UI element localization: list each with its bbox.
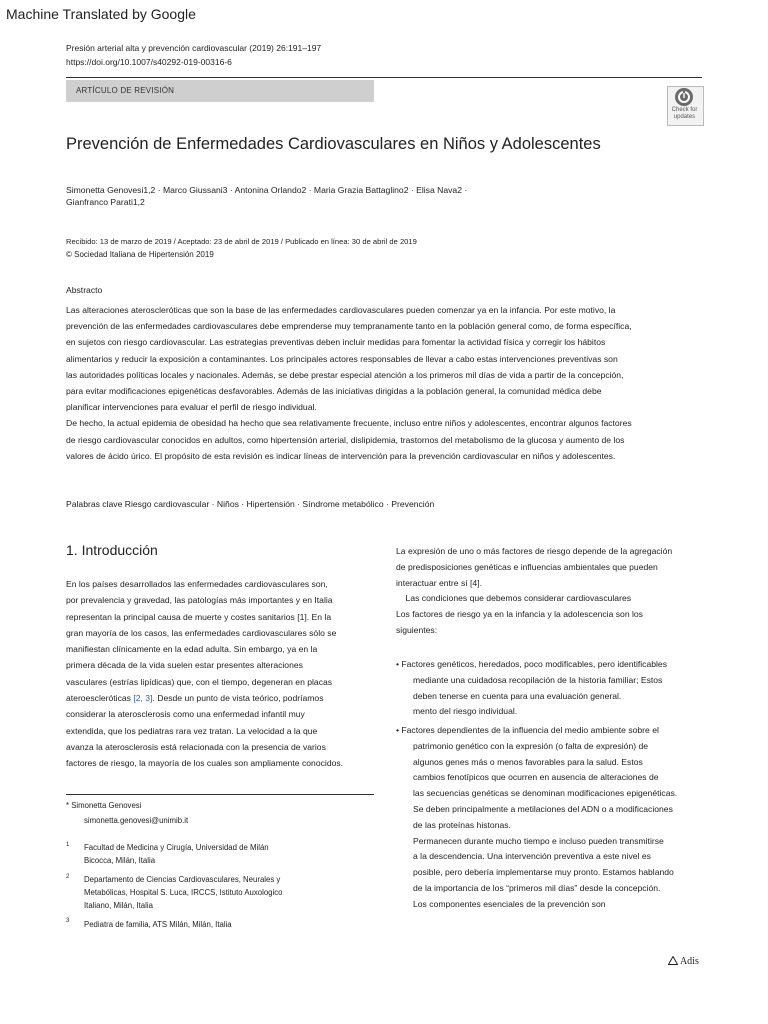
adis-triangle-icon — [668, 956, 680, 967]
bullet-line: posible, pero debería implementarse muy pronto. Estamos hablando — [413, 867, 674, 878]
intro-line: extendida, que los pediatras rara vez tratan. La velocidad a la que — [66, 725, 318, 736]
abstract-heading: Abstracto — [66, 285, 103, 295]
affiliation-line: Departamento de Ciencias Cardiovasculares, Neurales y — [84, 875, 281, 884]
bullet-environmental-factors — [396, 723, 677, 913]
intro-line: representan la principal causa de muerte y costes sanitarios [1]. En la — [66, 611, 332, 622]
affiliation-line: Bicocca, Milán, Italia — [84, 856, 156, 865]
affiliation-line: Metabólicas, Hospital S. Luca, IRCCS, Istituto Auxologico — [84, 888, 283, 897]
abstract-line: las autoridades políticas locales y nacionales. Además, se debe prestar especial atención a los primeros mil días de vida a partir de la concepción, — [66, 369, 624, 380]
badge-line-1: Check for — [671, 107, 698, 113]
bullet-line: • Factores genéticos, heredados, poco modificables, pero identificables — [396, 659, 668, 669]
bullet-line: patrimonio genético con la expresión (o falta de expresión) de — [413, 740, 649, 751]
affiliation-2 — [84, 873, 282, 912]
corresponding-author: * Simonetta Genovesi — [66, 801, 142, 810]
banner-title: Machine Translated by Google — [6, 6, 196, 22]
header-rule — [66, 77, 702, 78]
bullet-line: de la importancia de los “primeros mil días” desde la concepción. — [413, 882, 661, 893]
footnote-number — [66, 915, 69, 928]
section-heading-introduction: 1. Introducción — [66, 542, 158, 558]
author-list — [66, 184, 536, 208]
journal-citation: Presión arterial alta y prevención cardiovascular (2019) 26:191–197 — [66, 43, 322, 53]
bullet-line: a la descendencia. Una intervención preventiva a este nivel es — [413, 851, 651, 862]
body-line: Los factores de riesgo ya en la infancia y la adolescencia son los — [396, 609, 643, 620]
intro-text: ateroescleróticas — [66, 693, 134, 704]
bullet-line: cambios fenotípicos que ocurren en ausencia de alteraciones de — [413, 772, 659, 783]
paper-title: Prevención de Enfermedades Cardiovasculares en Niños y Adolescentes — [66, 135, 601, 153]
authors-line-2: Gianfranco Parati1,2 — [66, 197, 145, 207]
citation-link[interactable]: [2, 3] — [133, 693, 153, 704]
bullet-line: las secuencias genéticas se denominan modificaciones epigenéticas. — [413, 788, 678, 799]
intro-line: vasculares (estrías lipídicas) que, con el tiempo, degeneran en placas — [66, 676, 333, 687]
intro-paragraph — [66, 576, 386, 772]
footnote-marker: 1 — [66, 842, 70, 848]
translation-banner — [0, 0, 768, 28]
abstract-line: planificar intervenciones para evaluar el perfil de riesgo individual. — [66, 402, 317, 413]
authors-line-1: Simonetta Genovesi1,2 · Marco Giussani3 · Antonina Orlando2 · Maria Grazia Battaglino2 · Elisa Nava2 · — [66, 185, 468, 195]
badge-line-2: updates — [673, 114, 696, 120]
abstract-line: en sujetos con riesgo cardiovascular. Las estrategias preventivas deben incluir medidas para fomentar la actividad física y corregir los hábitos — [66, 337, 606, 348]
abstract-line: alimentarios y reducir la exposición a contaminantes. Los principales actores responsables de llevar a cabo estas intervenciones preventivas son — [66, 353, 618, 364]
affiliation-line: Italiano, Milán, Italia — [84, 901, 153, 910]
intro-line: primera década de la vida suelen estar presentes alteraciones — [66, 660, 303, 671]
abstract-line: Las alteraciones ateroscleróticas que son la base de las enfermedades cardiovasculares pueden comenzar ya en la infancia. Por este motivo, la — [66, 305, 616, 315]
body-line: siguientes: — [396, 624, 438, 635]
bullet-line: de las proteínas histonas. — [413, 819, 511, 830]
body-line: de predisposiciones genéticas e influencias ambientales que pueden — [396, 561, 658, 572]
intro-line: avanza la aterosclerosis está relacionada con la presencia de varios — [66, 741, 326, 752]
right-paragraph-1 — [396, 544, 672, 639]
publisher-name: Adis — [679, 956, 699, 967]
intro-line: gran mayoría de los casos, las enfermedades cardiovasculares sólo se — [66, 627, 337, 638]
footnote-marker: 2 — [66, 874, 70, 880]
bullet-line: Los componentes esenciales de la prevención son — [413, 898, 606, 909]
footnote-marker: 3 — [66, 918, 70, 924]
affiliation-1 — [84, 841, 269, 867]
abstract-line: para evitar modificaciones epigenéticas desfavorables. Además de las iniciativas dirigidas a la población general, la comunidad médica debe — [66, 386, 602, 397]
bullet-genetic-factors — [396, 657, 667, 720]
keywords: Palabras clave Riesgo cardiovascular · Niños · Hipertensión · Síndrome metabólico · Prevención — [66, 499, 435, 509]
affiliation-3: Pediatra de familia, ATS Milán, Milán, Italia — [84, 920, 232, 929]
abstract-line: prevención de las enfermedades cardiovasculares debe emprenderse muy tempranamente tanto en la población general como, de forma específica, — [66, 321, 632, 332]
intro-line: En los países desarrollados las enfermedades cardiovasculares son, — [66, 579, 328, 589]
bullet-line: Se deben principalmente a metilaciones del ADN o a modificaciones — [413, 803, 673, 814]
footnote-number — [66, 871, 69, 884]
body-line: interactuar entre sí [4]. — [396, 577, 482, 588]
author-email[interactable]: simonetta.genovesi@unimib.it — [84, 816, 189, 825]
intro-text: . Desde un punto de vista teórico, podríamos — [152, 693, 324, 704]
abstract-body — [66, 302, 706, 464]
intro-line — [66, 690, 386, 706]
body-line: Las condiciones que debemos considerar cardiovasculares — [396, 593, 632, 604]
bullet-line: • Factores dependientes de la influencia del medio ambiente sobre el — [396, 725, 659, 735]
bullet-line: mediante una cuidadosa recopilación de la historia familiar; Estos — [413, 674, 663, 685]
publisher-logo — [668, 956, 699, 967]
intro-line: considerar la aterosclerosis como una enfermedad infantil muy — [66, 709, 305, 720]
bullet-line: deben tenerse en cuenta para una evaluación general. — [413, 690, 622, 701]
body-line: La expresión de uno o más factores de riesgo depende de la agregación — [396, 546, 673, 556]
abstract-line: De hecho, la actual epidemia de obesidad ha hecho que sea relativamente frecuente, incluso entre niños y adolescentes, encontrar algunos factores — [66, 418, 632, 429]
badge-label — [667, 107, 702, 121]
affiliation-line: Facultad de Medicina y Cirugía, Universidad de Milán — [84, 843, 269, 852]
intro-line: factores de riesgo, la mayoría de los cuales son ampliamente conocidos. — [66, 758, 344, 769]
intro-line: por prevalencia y gravedad, las patologías más importantes y en Italia — [66, 595, 333, 606]
footnote-rule — [66, 794, 374, 795]
footnote-number — [66, 839, 69, 852]
bullet-line: mento del riesgo individual. — [413, 706, 518, 717]
update-icon — [675, 88, 693, 106]
article-type: ARTÍCULO DE REVISIÓN — [76, 86, 175, 95]
copyright: © Sociedad Italiana de Hipertensión 2019 — [66, 250, 214, 259]
doi-link[interactable]: https://doi.org/10.1007/s40292-019-00316-6 — [66, 57, 232, 67]
intro-line: manifiestan clínicamente en la edad adulta. Sin embargo, ya en la — [66, 644, 318, 655]
bullet-line: Permanecen durante mucho tiempo e incluso pueden transmitirse — [413, 835, 664, 846]
publication-dates: Recibido: 13 de marzo de 2019 / Aceptado: 23 de abril de 2019 / Publicado en línea: 30 de abril de 2019 — [66, 237, 417, 246]
bullet-line: algunos genes más o menos favorables para la salud. Estos — [413, 756, 643, 767]
abstract-line: valores de ácido úrico. El propósito de esta revisión es indicar líneas de intervención para la prevención cardiovascular en niños y adolescentes. — [66, 450, 616, 461]
abstract-line: de riesgo cardiovascular conocidos en adultos, como hipertensión arterial, dislipidemia, trastornos del metabolismo de la glucosa y aumento de los — [66, 434, 625, 445]
